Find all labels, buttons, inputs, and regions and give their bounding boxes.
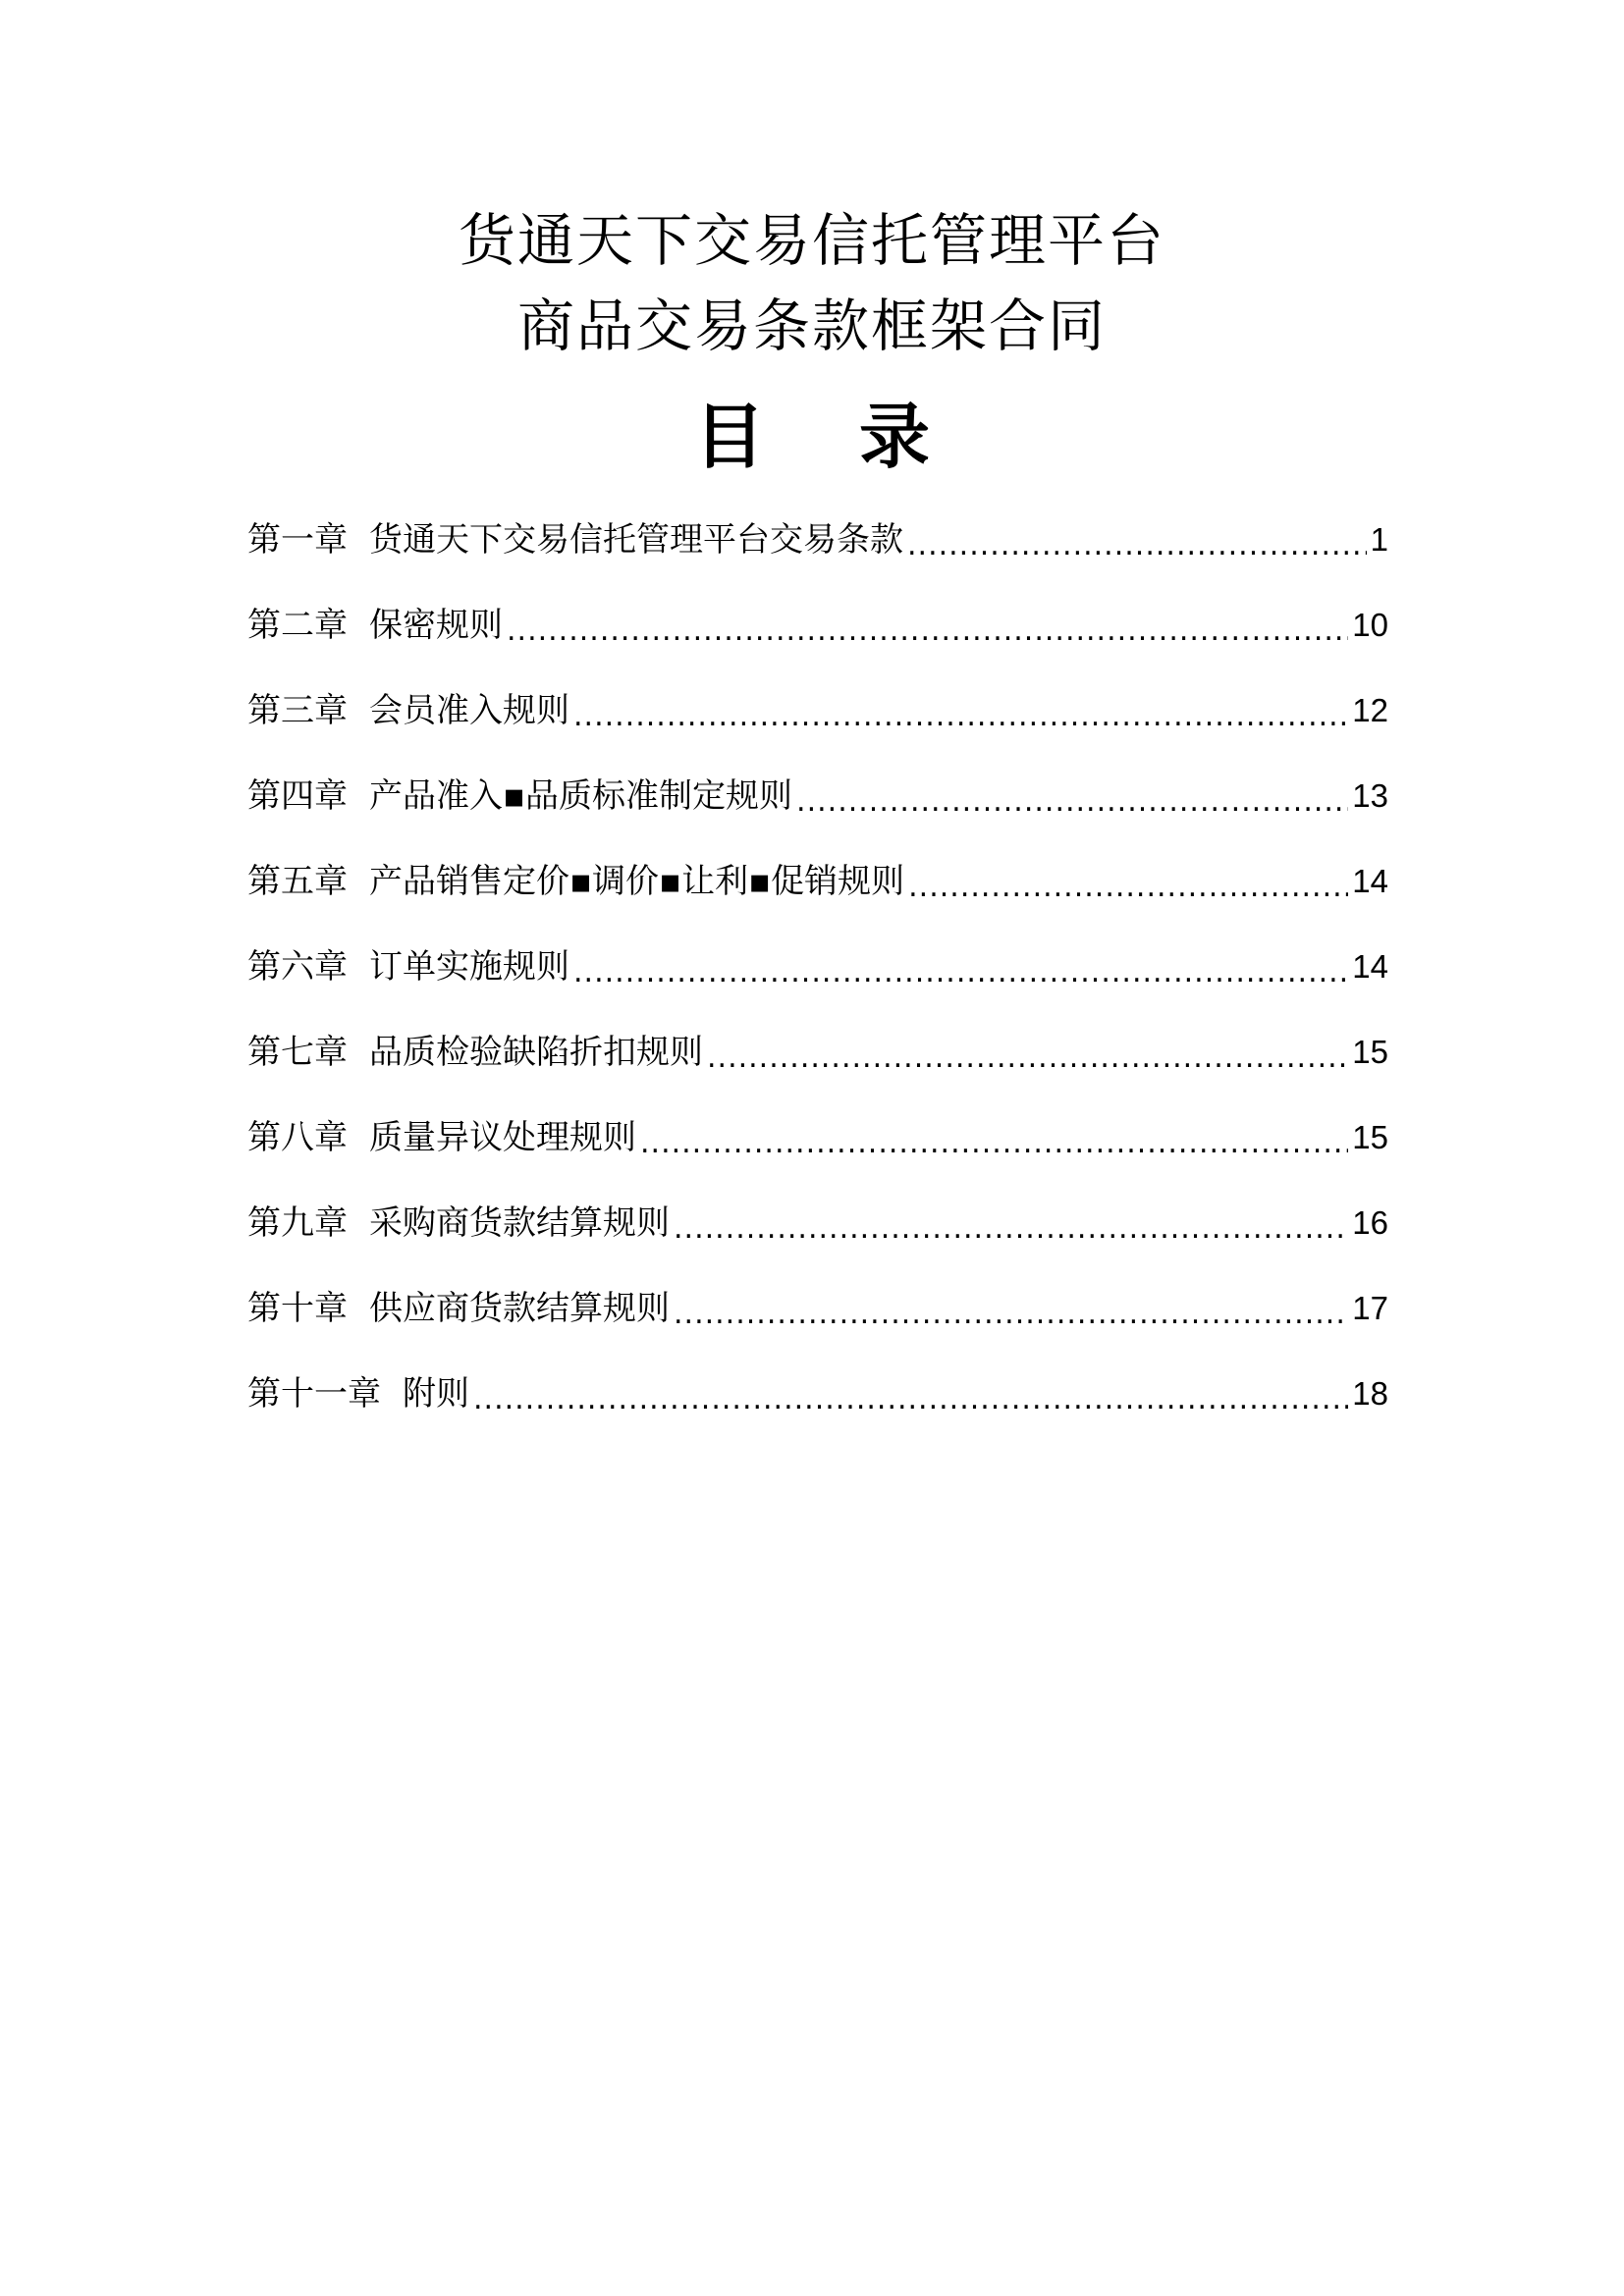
toc-dot-leader <box>473 1370 1348 1410</box>
toc-entry-2[interactable] <box>247 596 1388 681</box>
toc-dot-leader <box>573 943 1348 983</box>
toc-page-number: 10 <box>1352 607 1388 643</box>
toc-chapter-label: 第四章 <box>247 776 348 816</box>
toc-heading-char-1: 目 <box>693 396 765 478</box>
toc-dot-leader <box>907 516 1367 556</box>
toc-entry-10[interactable] <box>247 1279 1388 1364</box>
toc-dot-leader <box>507 602 1348 641</box>
toc-entry-title: 供应商货款结算规则 <box>369 1289 670 1328</box>
toc-page-number: 17 <box>1352 1290 1388 1326</box>
toc-entry-6[interactable] <box>247 937 1388 1023</box>
toc-dot-leader <box>640 1114 1348 1153</box>
toc-dot-leader <box>707 1029 1348 1068</box>
toc-entry-title: 会员准入规则 <box>369 691 569 730</box>
toc-page-number: 14 <box>1352 863 1388 899</box>
toc-chapter-label: 第一章 <box>247 520 348 560</box>
toc-entry-8[interactable] <box>247 1108 1388 1194</box>
toc-dot-leader <box>573 687 1348 726</box>
document-title-line-2: 商品交易条款框架合同 <box>516 293 1107 359</box>
toc-entry-7[interactable] <box>247 1023 1388 1108</box>
toc-entry-title: 订单实施规则 <box>369 947 569 987</box>
toc-chapter-label: 第九章 <box>247 1203 348 1243</box>
toc-dot-leader <box>908 858 1348 897</box>
toc-heading <box>0 393 1624 481</box>
toc-page-number: 12 <box>1352 692 1388 728</box>
toc-page-number: 15 <box>1352 1119 1388 1155</box>
document-title-line-1: 货通天下交易信托管理平台 <box>458 207 1165 274</box>
toc-chapter-label: 第七章 <box>247 1033 348 1072</box>
toc-entry-4[interactable] <box>247 767 1388 852</box>
toc-entry-title: 质量异议处理规则 <box>369 1118 636 1157</box>
toc-dot-leader <box>674 1285 1348 1324</box>
toc-chapter-label: 第三章 <box>247 691 348 730</box>
toc-page-number: 14 <box>1352 948 1388 985</box>
toc-entry-3[interactable] <box>247 681 1388 767</box>
toc-chapter-label: 第六章 <box>247 947 348 987</box>
toc-entry-title: 品质检验缺陷折扣规则 <box>369 1033 703 1072</box>
toc-entry-title: 产品销售定价▪调价▪让利▪促销规则 <box>369 862 905 901</box>
toc-page-number: 18 <box>1352 1375 1388 1412</box>
toc-entry-5[interactable] <box>247 852 1388 937</box>
toc-chapter-label: 第十一章 <box>247 1374 381 1414</box>
toc-chapter-label: 第八章 <box>247 1118 348 1157</box>
toc-entry-title: 附则 <box>403 1374 469 1414</box>
toc-entry-11[interactable] <box>247 1364 1388 1450</box>
toc-entry-title: 采购商货款结算规则 <box>369 1203 670 1243</box>
toc-page-number: 15 <box>1352 1034 1388 1070</box>
toc-page-number: 16 <box>1352 1204 1388 1241</box>
table-of-contents <box>247 510 1388 1450</box>
toc-chapter-label: 第五章 <box>247 862 348 901</box>
toc-entry-title: 产品准入▪品质标准制定规则 <box>369 776 793 816</box>
toc-dot-leader <box>796 773 1348 812</box>
toc-chapter-label: 第二章 <box>247 606 348 645</box>
toc-page-number: 13 <box>1352 777 1388 814</box>
toc-page-number: 1 <box>1370 521 1388 558</box>
toc-dot-leader <box>674 1200 1348 1239</box>
toc-entry-1[interactable] <box>247 510 1388 596</box>
toc-entry-9[interactable] <box>247 1194 1388 1279</box>
toc-chapter-label: 第十章 <box>247 1289 348 1328</box>
toc-entry-title: 保密规则 <box>369 606 503 645</box>
toc-entry-title: 货通天下交易信托管理平台交易条款 <box>369 520 903 560</box>
toc-heading-char-2: 录 <box>859 396 931 478</box>
